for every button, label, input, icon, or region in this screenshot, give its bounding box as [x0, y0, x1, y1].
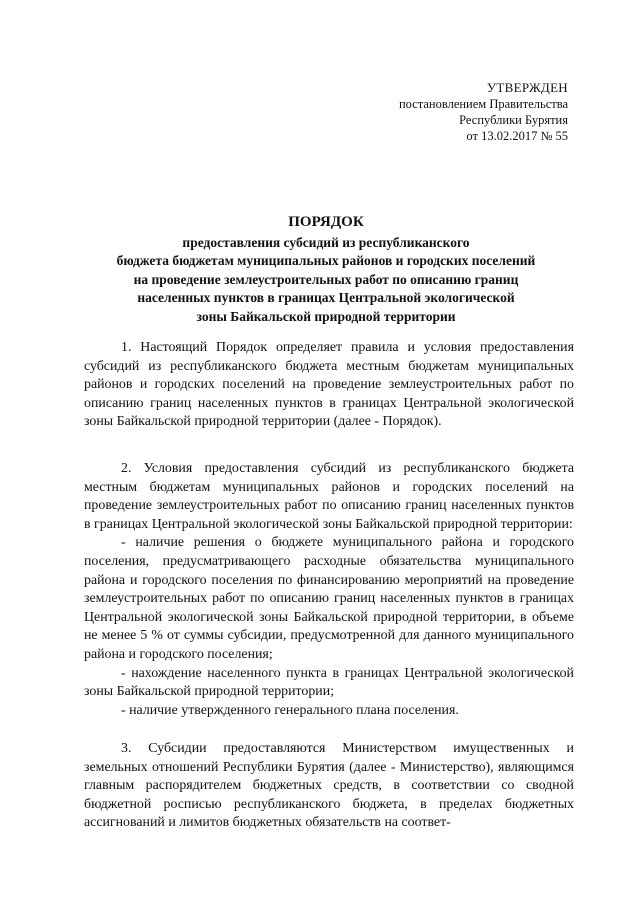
section-3-text: 3. Субсидии предоставляются Министерством имущественных и земельных отношений Республики Бурятия (далее - Министерство), являющимся главным распорядителем бюджетных средств, в соответствии со сводной бюджетной росписью республиканского бюджета, в пределах бюджетных ассигнований и лимитов бюджетных обязательств на соответ-: [84, 741, 574, 831]
title-subline-3: на проведение землеустроительных работ по описанию границ: [133, 271, 519, 287]
section-2-item-2: - нахождение населенного пункта в границах Центральной экологической зоны Байкальской природной территории;: [84, 665, 574, 700]
section-2-item-3: - наличие утвержденного генерального плана поселения.: [121, 702, 459, 718]
title-subline-4: населенных пунктов в границах Центральной экологической: [137, 290, 515, 306]
section-3: [84, 740, 574, 833]
section-2-item-1: - наличие решения о бюджете муниципального района и городского поселения, предусматривающего расходные обязательства муниципального района и городского поселения по финансированию мероприятий на проведение землеустроительных работ по описанию границ населенных пунктов в границах Центральной экологической зоны Байкальской природной территории, в объеме не менее 5 % от суммы субсидии, предусмотренной для данного муниципального района и городского поселения;: [84, 535, 574, 662]
title-subline-5: зоны Байкальской природной территории: [196, 308, 456, 324]
document-title: [90, 212, 562, 326]
section-2-intro: 2. Условия предоставления субсидий из республиканского бюджета местным бюджетам муниципальных районов и городских поселений на проведение землеустроительных работ по описанию границ населенных пунктов в границах Центральной экологической зоны Байкальской природной территории:: [84, 461, 574, 532]
title-subline-1: предоставления субсидий из республиканского: [182, 235, 470, 250]
approval-decree-line: постановлением Правительства: [398, 97, 568, 111]
approval-authority-line: Республики Бурятия: [459, 113, 568, 127]
approval-date-number: от 13.02.2017 № 55: [466, 129, 568, 143]
section-1: [84, 339, 574, 432]
approval-stamp: [399, 80, 568, 144]
title-main: ПОРЯДОК: [288, 214, 364, 230]
section-1-text: 1. Настоящий Порядок определяет правила и условия предоставления субсидий из республиканского бюджета местным бюджетам муниципальных районов и городских поселений на проведение землеустроительных работ по описанию границ населенных пунктов в границах Центральной экологической зоны Байкальской природной территории (далее - Порядок).: [84, 340, 574, 430]
section-2: [84, 460, 574, 720]
title-subline-2: бюджета бюджетам муниципальных районов и городских поселений: [116, 253, 536, 269]
approval-heading: УТВЕРЖДЕН: [486, 80, 568, 95]
